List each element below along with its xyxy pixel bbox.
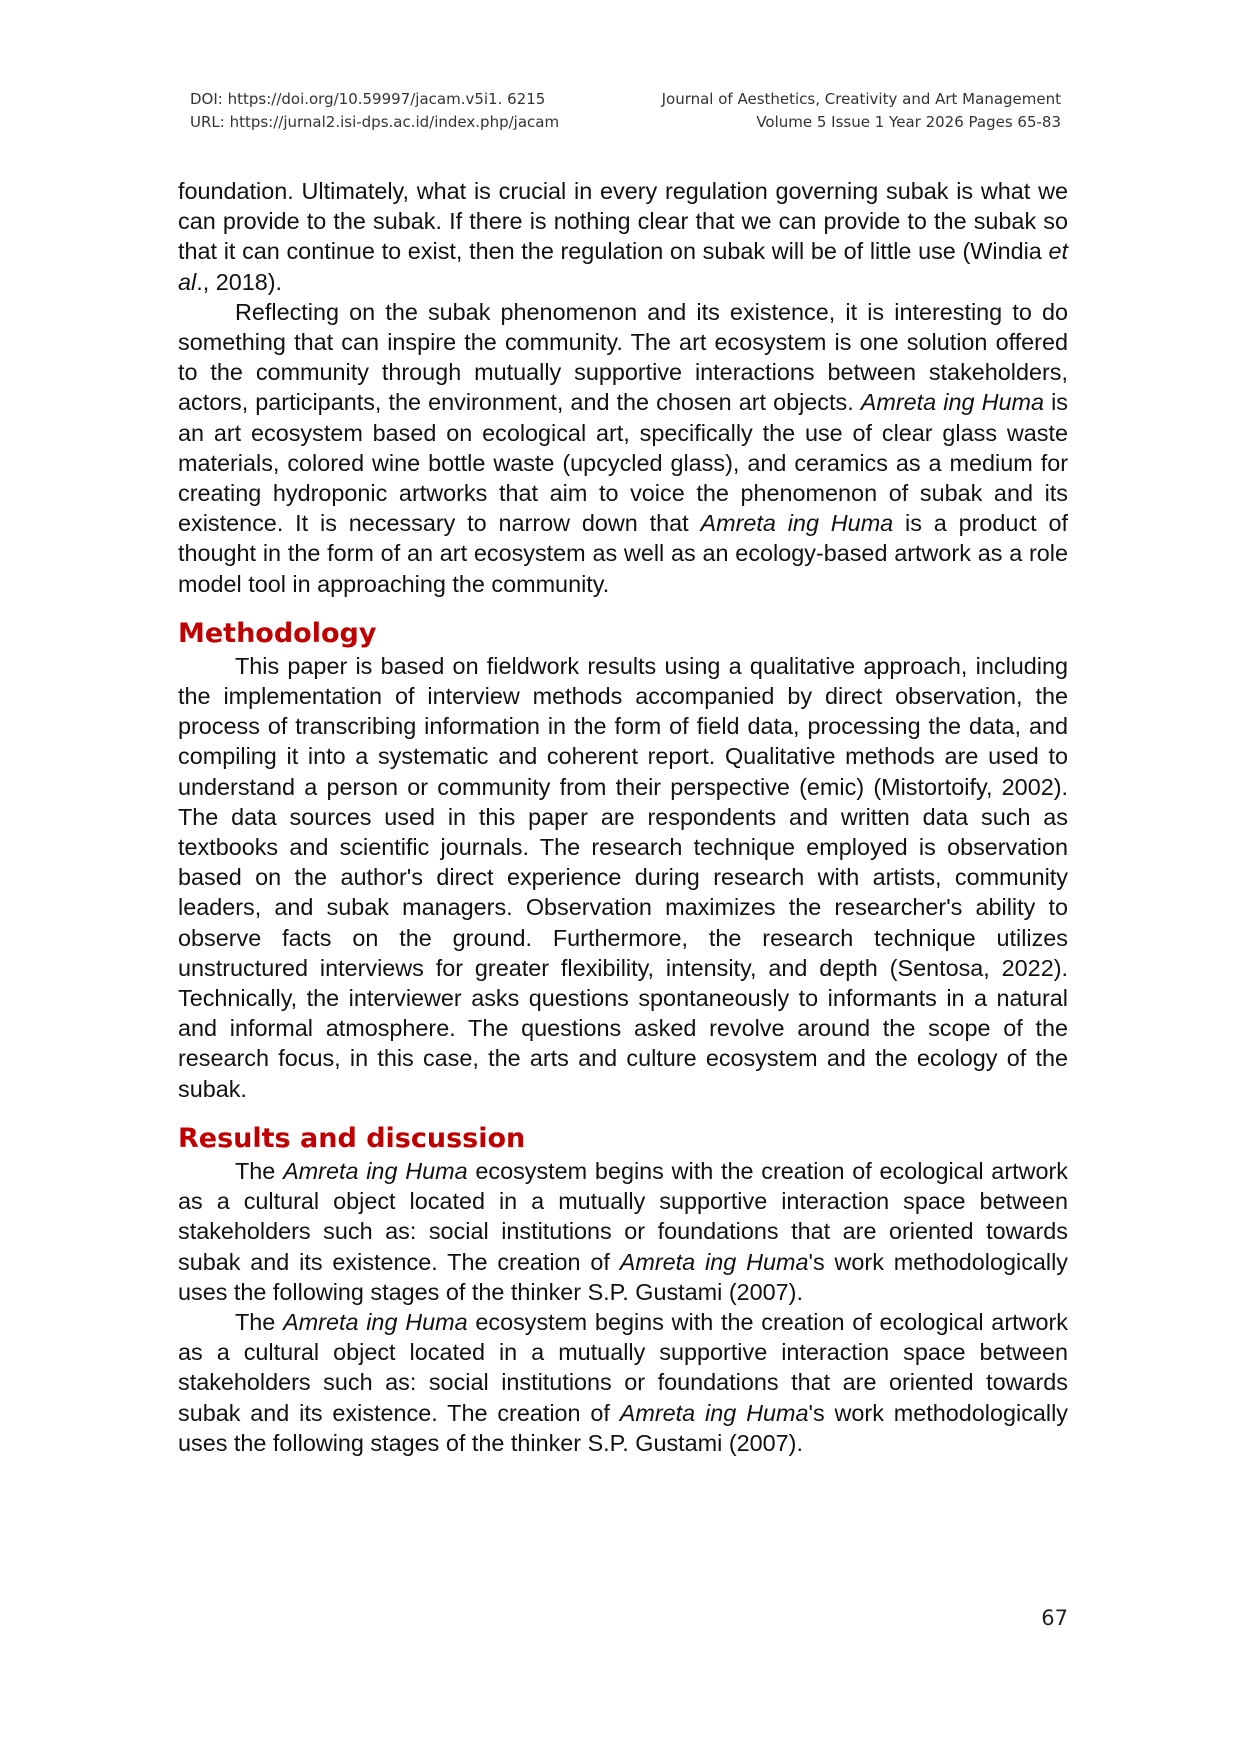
text-run: ., 2018). — [196, 268, 283, 295]
paragraph-methodology: This paper is based on fieldwork results using a qualitative approach, including the implementation of interview methods accompanied by direct observation, the process of transcribing information in the form of field data, processing the data, and compiling it into a systematic and coherent report. Qualitative methods are used to understand a person or community from their perspective (emic) (Mistortoify, 2002). The data sources used in this paper are respondents and written data such as textbooks and scientific journals. The research technique employed is observation based on the author's direct experience during research with artists, community leaders, and subak managers. Observation maximizes the researcher's ability to observe facts on the ground. Furthermore, the research technique utilizes unstructured interviews for greater flexibility, intensity, and depth (Sentosa, 2022). Technically, the interviewer asks questions spontaneously to informants in a natural and informal atmosphere. The questions asked revolve around the scope of the research focus, in this case, the arts and culture ecosystem and the ecology of the subak. — [178, 652, 1068, 1102]
text-run: 's work methodologically uses the following stages of the thinker S.P. Gustami (2007). — [178, 1248, 1068, 1305]
text-run: Reflecting on the subak phenomenon and its existence, it is interesting to do something that can inspire the community. The art ecosystem is one solution offered to the community through mutually supportive interactions between stakeholders, actors, participants, the environment, and the chosen art objects. — [178, 298, 1068, 416]
text-run: is a product of thought in the form of an art ecosystem as well as an ecology-based artwork as a role model tool in approaching the community. — [178, 510, 1068, 597]
italic-title: Amreta ing Huma — [283, 1157, 468, 1184]
header-left — [190, 88, 559, 134]
text-run: ecosystem begins with the creation of ecological artwork as a cultural object located in a mutually supportive interaction space between stakeholders such as: social institutions or foundations that are oriented towards subak and its existence. The creation of — [178, 1157, 1068, 1275]
article-body — [178, 176, 1068, 1458]
text-run: ecosystem begins with the creation of ecological artwork as a cultural object located in a mutually supportive interaction space between stakeholders such as: social institutions or foundations that are oriented towards subak and its existence. The creation of — [178, 1308, 1068, 1426]
results-heading: Results and discussion — [178, 1122, 526, 1154]
volume-info: Volume 5 Issue 1 Year 2026 Pages 65-83 — [756, 113, 1061, 131]
text-run: foundation. Ultimately, what is crucial in every regulation governing subak is what we can provide to the subak. If there is nothing clear that we can provide to the subak so that it can continue to exist, then the regulation on subak will be of little use (Windia — [178, 178, 1068, 265]
paragraph-results-1 — [178, 1156, 1068, 1307]
header-right — [662, 88, 1061, 134]
paragraph-intro-continued — [178, 176, 1068, 297]
text-run: The — [235, 1308, 284, 1335]
paragraph-results-2 — [178, 1307, 1068, 1458]
text-run: is an art ecosystem based on ecological art, specifically the use of clear glass waste materials, colored wine bottle waste (upcycled glass), and ceramics as a medium for creating hydroponic artworks that aim to voice the phenomenon of subak and its existence. It is necessary to narrow down that — [178, 389, 1068, 537]
italic-title: Amreta ing Huma — [619, 1248, 809, 1275]
italic-title: Amreta ing Huma — [860, 389, 1044, 416]
italic-citation: et al — [178, 238, 1068, 295]
italic-title: Amreta ing Huma — [619, 1399, 809, 1426]
text-run: The — [235, 1157, 284, 1184]
methodology-heading: Methodology — [178, 617, 377, 649]
page-number: 67 — [1041, 1606, 1068, 1630]
text-run: 's work methodologically uses the following stages of the thinker S.P. Gustami (2007). — [178, 1399, 1068, 1456]
journal-name: Journal of Aesthetics, Creativity and Art Management — [661, 90, 1061, 108]
url-text: URL: https://jurnal2.isi-dps.ac.id/index.php/jacam — [190, 113, 560, 131]
italic-title: Amreta ing Huma — [283, 1308, 468, 1335]
italic-title: Amreta ing Huma — [700, 510, 894, 537]
doi-text: DOI: https://doi.org/10.59997/jacam.v5i1. 6215 — [190, 90, 546, 108]
paragraph-art-ecosystem — [178, 297, 1068, 599]
